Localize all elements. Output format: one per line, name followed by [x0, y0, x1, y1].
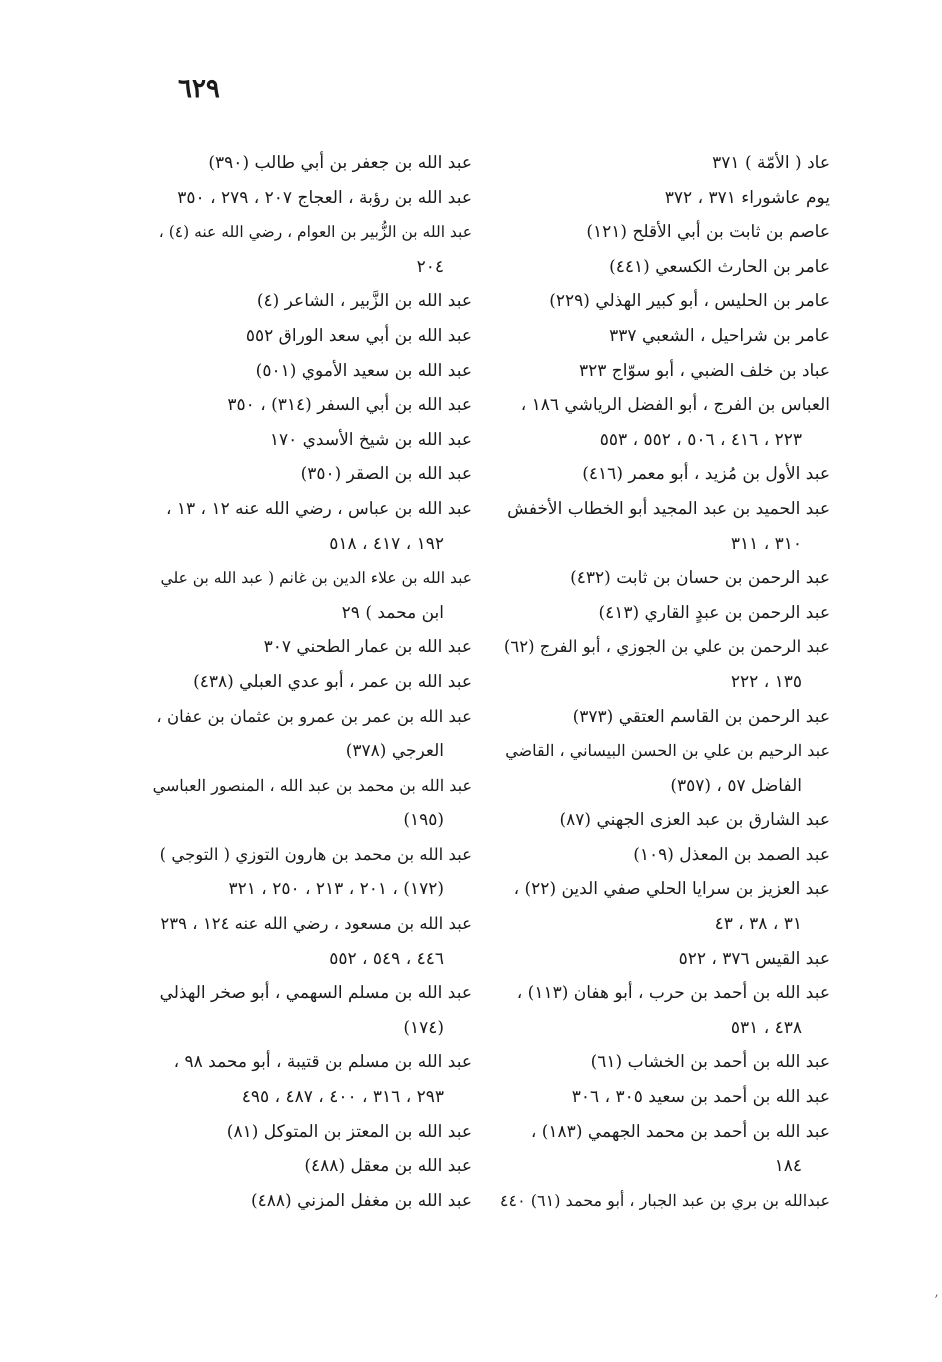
- index-column-right: [500, 146, 830, 1218]
- index-entry: يوم عاشوراء ٣٧١ ، ٣٧٢: [664, 187, 830, 208]
- index-entry-continuation: (١٩٥): [403, 810, 444, 831]
- index-entry: عبد الله بن محمد بن عبد الله ، المنصور العباسي: [152, 775, 472, 795]
- index-entry: عبد الله بن مسعود ، رضي الله عنه ١٢٤ ، ٢٣٩: [160, 914, 472, 934]
- index-entry: عبد الله بن الزَّبير ، الشاعر (٤): [256, 291, 472, 312]
- index-entry-continuation: ٢٠٤: [416, 256, 444, 277]
- index-entry: عبد الله بن الصقر (٣٥٠): [300, 464, 472, 485]
- index-entry: عبد الله بن أحمد بن الخشاب (٦١): [590, 1052, 830, 1073]
- index-entry: عبد الله بن مسلم السهمي ، أبو صخر الهذلي: [159, 983, 472, 1004]
- index-entry: عبد الرحيم بن علي بن الحسن البيساني ، القاضي: [505, 741, 830, 761]
- page-edge-mark: ׳: [934, 1290, 938, 1306]
- index-entry-continuation: ٣١٠ ، ٣١١: [730, 533, 802, 554]
- index-entry: عامر بن الحليس ، أبو كبير الهذلي (٢٢٩): [549, 291, 830, 312]
- index-entry: عبد العزيز بن سرايا الحلي صفي الدين (٢٢) ،: [513, 879, 830, 900]
- index-entry: عامر بن شراحيل ، الشعبي ٣٣٧: [609, 325, 830, 346]
- index-entry: عبد الله بن محمد بن هارون التوزي ( التوجي ): [159, 844, 472, 864]
- index-entry-continuation: ٣١ ، ٣٨ ، ٤٣: [714, 914, 802, 935]
- index-entry: عبد الله بن رؤبة ، العجاج ٢٠٧ ، ٢٧٩ ، ٣٥٠: [177, 187, 472, 208]
- index-entry-continuation: ابن محمد ) ٢٩: [341, 602, 444, 623]
- index-entry: عبد الله بن مغفل المزني (٤٨٨): [250, 1190, 472, 1211]
- index-entry: عبد الله بن الزُّبير بن العوام ، رضي الله عنه (٤) ،: [158, 223, 472, 242]
- index-entry: عبد الله بن أحمد بن سعيد ٣٠٥ ، ٣٠٦: [571, 1087, 830, 1108]
- index-entry: عبد الله بن مسلم بن قتيبة ، أبو محمد ٩٨ ،: [173, 1052, 472, 1073]
- index-entry: عبد الرحمن بن حسان بن ثابت (٤٣٢): [570, 568, 830, 589]
- index-entry: عبد الله بن عباس ، رضي الله عنه ١٢ ، ١٣ ،: [165, 498, 472, 519]
- index-entry: عبد الرحمن بن القاسم العتقي (٣٧٣): [572, 706, 830, 727]
- index-entry: عبد الحميد بن عبد المجيد أبو الخطاب الأخفش: [507, 498, 830, 519]
- index-entry: عبد الله بن شيخ الأسدي ١٧٠: [269, 429, 472, 450]
- index-entry-continuation: الفاضل ٥٧ ، (٣٥٧): [670, 775, 802, 796]
- index-entry: العباس بن الفرج ، أبو الفضل الرياشي ١٨٦ ،: [520, 395, 830, 416]
- index-entry-continuation: (١٧٢) ، ٢٠١ ، ٢١٣ ، ٢٥٠ ، ٣٢١: [228, 879, 444, 900]
- index-entry: عبد الله بن أحمد بن حرب ، أبو هفان (١١٣) ،: [516, 983, 830, 1004]
- index-entry: عباد بن خلف الضبي ، أبو سوّاج ٣٢٣: [578, 360, 830, 381]
- index-entry: عبد الرحمن بن عبدٍ القاري (٤١٣): [598, 602, 830, 623]
- index-entry: عبد الله بن عمار الطحني ٣٠٧: [263, 637, 472, 658]
- index-entry-continuation: ٤٣٨ ، ٥٣١: [730, 1017, 802, 1038]
- index-entry: عبد الرحمن بن علي بن الجوزي ، أبو الفرج (٦٢): [503, 637, 830, 657]
- index-column-left: [152, 146, 472, 1218]
- index-entry: عبد الله بن سعيد الأموي (٥٠١): [255, 360, 472, 381]
- index-entry-continuation: (١٧٤): [403, 1017, 444, 1038]
- index-entry: عبد الله بن أبي سعد الوراق ٥٥٢: [245, 325, 472, 346]
- index-entry: عبد الشارق بن عبد العزى الجهني (٨٧): [559, 810, 830, 831]
- index-entry: عبد الأول بن مُزيد ، أبو معمر (٤١٦): [582, 464, 830, 485]
- index-entry-continuation: ١٩٢ ، ٤١٧ ، ٥١٨: [329, 533, 444, 554]
- index-entry: عامر بن الحارث الكسعي (٤٤١): [609, 256, 830, 277]
- index-entry: عبد القيس ٣٧٦ ، ٥٢٢: [678, 948, 830, 969]
- index-entry: عبد الله بن معقل (٤٨٨): [304, 1156, 472, 1177]
- index-entry: عبد الله بن علاء الدين بن غانم ( عبد الله بن علي: [160, 569, 472, 588]
- index-entry-continuation: ٤٤٦ ، ٥٤٩ ، ٥٥٢: [329, 948, 444, 969]
- page-number: ٦٢٩: [178, 74, 220, 104]
- index-entry-continuation: العرجي (٣٧٨): [345, 741, 444, 762]
- index-entry: عبد الله بن جعفر بن أبي طالب (٣٩٠): [208, 153, 472, 173]
- index-entry-continuation: ٢٩٣ ، ٣١٦ ، ٤٠٠ ، ٤٨٧ ، ٤٩٥: [241, 1087, 444, 1108]
- index-entry: عبد الصمد بن المعذل (١٠٩): [633, 844, 830, 865]
- index-entry: عبد الله بن عمر ، أبو عدي العبلي (٤٣٨): [193, 671, 472, 692]
- index-entry: عبدالله بن بري بن عبد الجبار ، أبو محمد (٦١) ٤٤٠: [499, 1190, 830, 1210]
- index-entry: عبد الله بن المعتز بن المتوكل (٨١): [226, 1121, 472, 1142]
- index-entry: عاصم بن ثابت بن أبي الأقلح (١٢١): [586, 222, 830, 243]
- index-entry-continuation: ١٨٤: [774, 1156, 802, 1177]
- index-entry: عبد الله بن أبي السفر (٣١٤) ، ٣٥٠: [227, 395, 472, 416]
- index-entry-continuation: ١٣٥ ، ٢٢٢: [730, 671, 802, 692]
- index-entry: عاد ( الأمّة ) ٣٧١: [712, 153, 830, 173]
- index-entry: عبد الله بن عمر بن عمرو بن عثمان بن عفان ،: [156, 706, 472, 726]
- index-entry-continuation: ٢٢٣ ، ٤١٦ ، ٥٠٦ ، ٥٥٢ ، ٥٥٣: [599, 429, 802, 450]
- index-entry: عبد الله بن أحمد بن محمد الجهمي (١٨٣) ،: [530, 1121, 830, 1142]
